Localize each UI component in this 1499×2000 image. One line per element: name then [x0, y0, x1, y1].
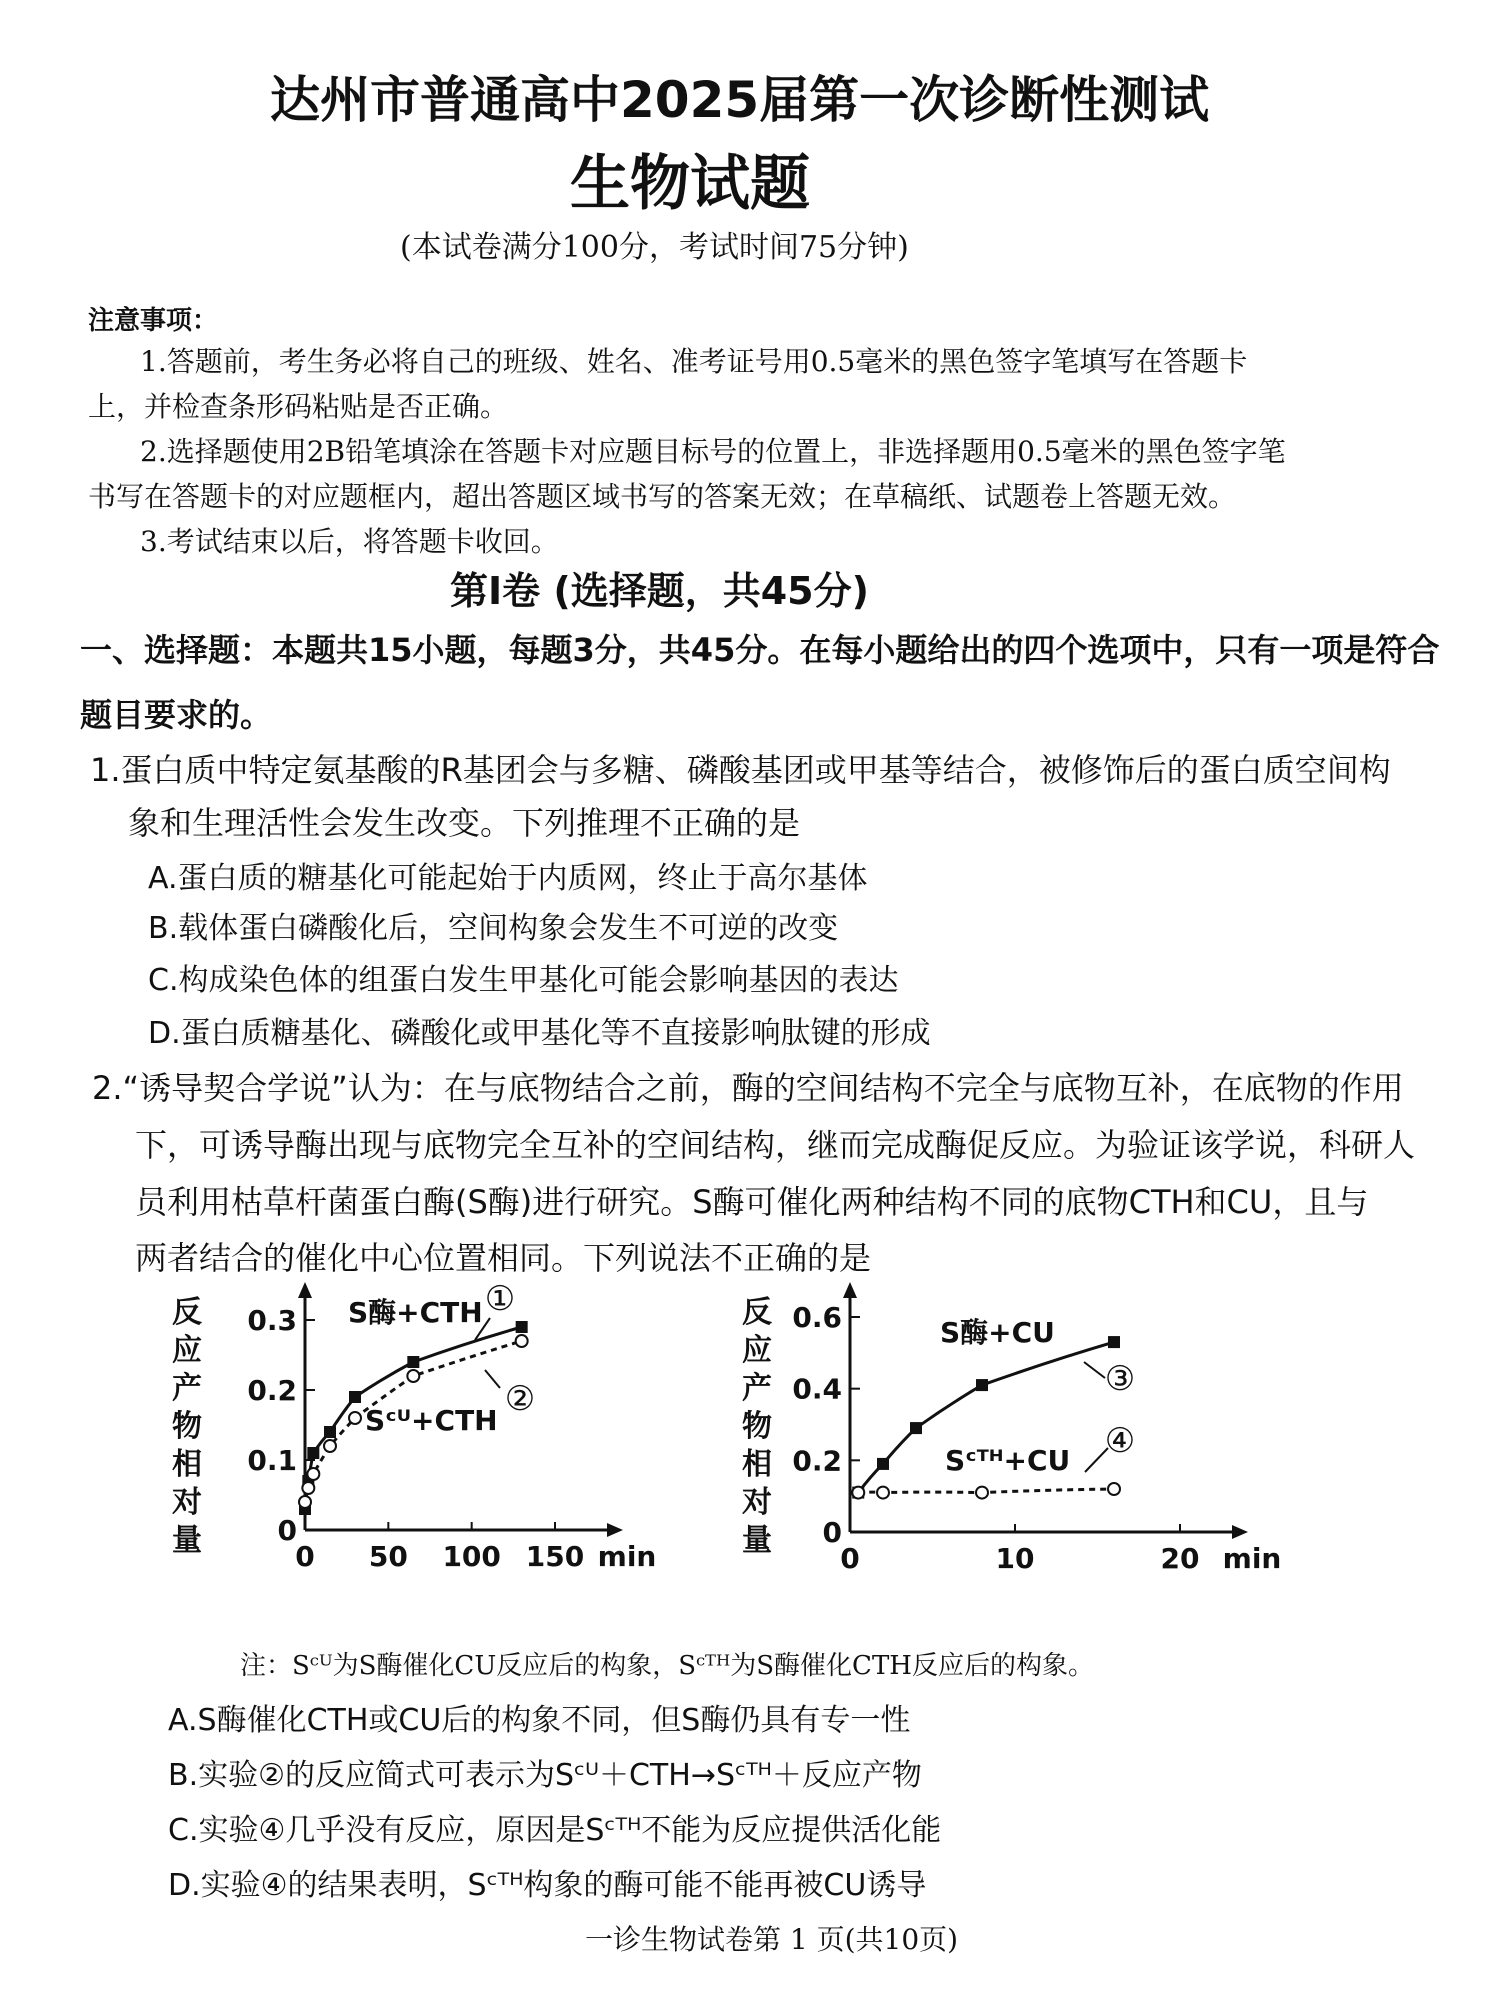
data-point-square	[407, 1356, 419, 1368]
data-point-circle	[1108, 1483, 1120, 1495]
data-point-circle	[324, 1440, 336, 1452]
data-point-circle	[302, 1482, 314, 1494]
x-tick-label: 150	[525, 1540, 585, 1573]
data-point-square	[877, 1458, 889, 1470]
q2-option-c: C.实验④几乎没有反应，原因是Sᶜᵀᴴ不能为反应提供活化能	[168, 1813, 942, 1848]
notice-line-5: 3.考试结束以后，将答题卡收回。	[140, 525, 559, 558]
notice-line-1: 1.答题前，考生务必将自己的班级、姓名、准考证号用0.5毫米的黑色签字笔填写在答题卡	[140, 345, 1248, 378]
exam-info: (本试卷满分100分，考试时间75分钟)	[400, 230, 909, 265]
q1-option-c: C.构成染色体的组蛋白发生甲基化可能会影响基因的表达	[148, 963, 899, 998]
y-axis-label-char: 产	[742, 1371, 772, 1406]
data-point-circle	[852, 1487, 864, 1499]
x-tick-label: 100	[442, 1540, 501, 1573]
y-axis-label-char: 反	[172, 1295, 202, 1330]
data-point-square	[516, 1321, 528, 1333]
y-axis-label-char: 量	[742, 1523, 772, 1558]
x-tick-label: 20	[1160, 1542, 1200, 1575]
y-axis-label-char: 物	[172, 1409, 202, 1444]
x-tick-label: 50	[368, 1540, 408, 1573]
y-axis-arrow	[298, 1282, 312, 1298]
x-tick-label: 0	[840, 1542, 860, 1575]
y-tick-label: 0.2	[792, 1444, 842, 1478]
series-marker-leader	[1084, 1362, 1105, 1378]
x-axis-label: min	[597, 1540, 657, 1573]
y-tick-label: 0.2	[247, 1374, 297, 1407]
q2-stem-2: 下，可诱导酶出现与底物完全互补的空间结构，继而完成酶促反应。为验证该学说，科研人	[135, 1126, 1416, 1164]
data-point-circle	[349, 1412, 361, 1424]
notice-line-3: 2.选择题使用2B铅笔填涂在答题卡对应题目标号的位置上，非选择题用0.5毫米的黑色签字笔	[140, 435, 1286, 468]
series-label: Sᶜᵁ+CTH	[365, 1404, 498, 1437]
data-point-square	[324, 1426, 336, 1438]
data-point-circle	[516, 1335, 528, 1347]
series-marker: ②	[504, 1379, 536, 1419]
x-axis-label: min	[1222, 1542, 1282, 1575]
q1-option-a: A.蛋白质的糖基化可能起始于内质网，终止于高尔基体	[148, 861, 868, 896]
q1-stem-2: 象和生理活性会发生改变。下列推理不正确的是	[128, 804, 801, 842]
y-tick-label: 0	[822, 1516, 842, 1549]
data-point-circle	[299, 1496, 311, 1508]
data-point-circle	[407, 1370, 419, 1382]
q2-option-a: A.S酶催化CTH或CU后的构象不同，但S酶仍具有专一性	[168, 1703, 911, 1738]
section-intro: 一、选择题：本题共15小题，每题3分，共45分。在每小题给出的四个选项中，只有一项是符合	[80, 631, 1440, 669]
y-axis-arrow	[843, 1282, 857, 1298]
y-tick-label: 0.1	[247, 1444, 297, 1477]
data-point-square	[1108, 1336, 1120, 1348]
data-point-circle	[877, 1487, 889, 1499]
data-point-circle	[307, 1468, 319, 1480]
q2-option-b: B.实验②的反应简式可表示为Sᶜᵁ＋CTH→Sᶜᵀᴴ＋反应产物	[168, 1758, 922, 1793]
y-axis-label-char: 反	[742, 1295, 772, 1330]
notice-line-2: 上，并检查条形码粘贴是否正确。	[88, 390, 509, 423]
data-point-square	[910, 1422, 922, 1434]
x-tick-label: 10	[995, 1542, 1035, 1575]
y-axis-label-char: 应	[742, 1333, 772, 1368]
data-point-circle	[976, 1487, 988, 1499]
q2-stem-4: 两者结合的催化中心位置相同。下列说法不正确的是	[135, 1239, 872, 1277]
exam-title: 达州市普通高中2025届第一次诊断性测试	[270, 71, 1210, 129]
notice-heading: 注意事项：	[88, 306, 219, 336]
q2-stem-3: 员利用枯草杆菌蛋白酶(S酶)进行研究。S酶可催化两种结构不同的底物CTH和CU，且与	[135, 1183, 1369, 1221]
chart-cth	[160, 1270, 680, 1630]
x-tick-label: 0	[295, 1540, 315, 1573]
y-axis-label-char: 物	[742, 1409, 772, 1444]
series-marker: ①	[484, 1279, 516, 1319]
q2-option-d: D.实验④的结果表明，Sᶜᵀᴴ构象的酶可能不能再被CU诱导	[168, 1868, 927, 1903]
subject-title: 生物试题	[570, 149, 810, 219]
y-axis-label-char: 产	[172, 1371, 202, 1406]
q2-stem-1: 2.“诱导契合学说”认为：在与底物结合之前，酶的空间结构不完全与底物互补，在底物的作用	[92, 1069, 1404, 1107]
series-marker: ④	[1104, 1421, 1136, 1461]
notice-line-4: 书写在答题卡的对应题框内，超出答题区域书写的答案无效；在草稿纸、试题卷上答题无效。	[88, 480, 1237, 513]
y-axis-label-char: 对	[172, 1485, 202, 1520]
series-label: S酶+CTH	[348, 1296, 483, 1329]
q1-option-d: D.蛋白质糖基化、磷酸化或甲基化等不直接影响肽键的形成	[148, 1016, 931, 1051]
q1-stem: 1.蛋白质中特定氨基酸的R基团会与多糖、磷酸基团或甲基等结合，被修饰后的蛋白质空间构	[90, 751, 1391, 789]
y-axis-label-char: 对	[742, 1485, 772, 1520]
y-tick-label: 0.3	[247, 1304, 297, 1337]
data-point-square	[976, 1379, 988, 1391]
y-tick-label: 0.4	[792, 1372, 842, 1406]
y-tick-label: 0	[277, 1514, 297, 1547]
y-axis-label-char: 相	[172, 1447, 202, 1482]
chart-note: 注：Sᶜᵁ为S酶催化CU反应后的构象，Sᶜᵀᴴ为S酶催化CTH反应后的构象。	[240, 1651, 1094, 1681]
series-label: Sᶜᵀᴴ+CU	[945, 1444, 1071, 1477]
chart-cu	[730, 1270, 1282, 1630]
y-axis-label-char: 相	[742, 1447, 772, 1482]
data-point-square	[307, 1447, 319, 1459]
series-marker-leader	[485, 1370, 500, 1388]
y-tick-label: 0.6	[792, 1301, 842, 1334]
x-axis-arrow	[1232, 1525, 1248, 1539]
page-footer: 一诊生物试卷第 1 页(共10页)	[585, 1923, 959, 1956]
q1-option-b: B.载体蛋白磷酸化后，空间构象会发生不可逆的改变	[148, 911, 839, 946]
y-axis-label-char: 应	[172, 1333, 202, 1368]
y-axis-label-char: 量	[172, 1523, 202, 1558]
section-intro-2: 题目要求的。	[80, 696, 273, 734]
series-label: S酶+CU	[940, 1316, 1055, 1349]
series-marker: ③	[1104, 1359, 1136, 1399]
data-point-square	[349, 1391, 361, 1403]
section-title: 第Ⅰ卷 (选择题，共45分)	[450, 569, 869, 613]
x-axis-arrow	[607, 1523, 623, 1537]
